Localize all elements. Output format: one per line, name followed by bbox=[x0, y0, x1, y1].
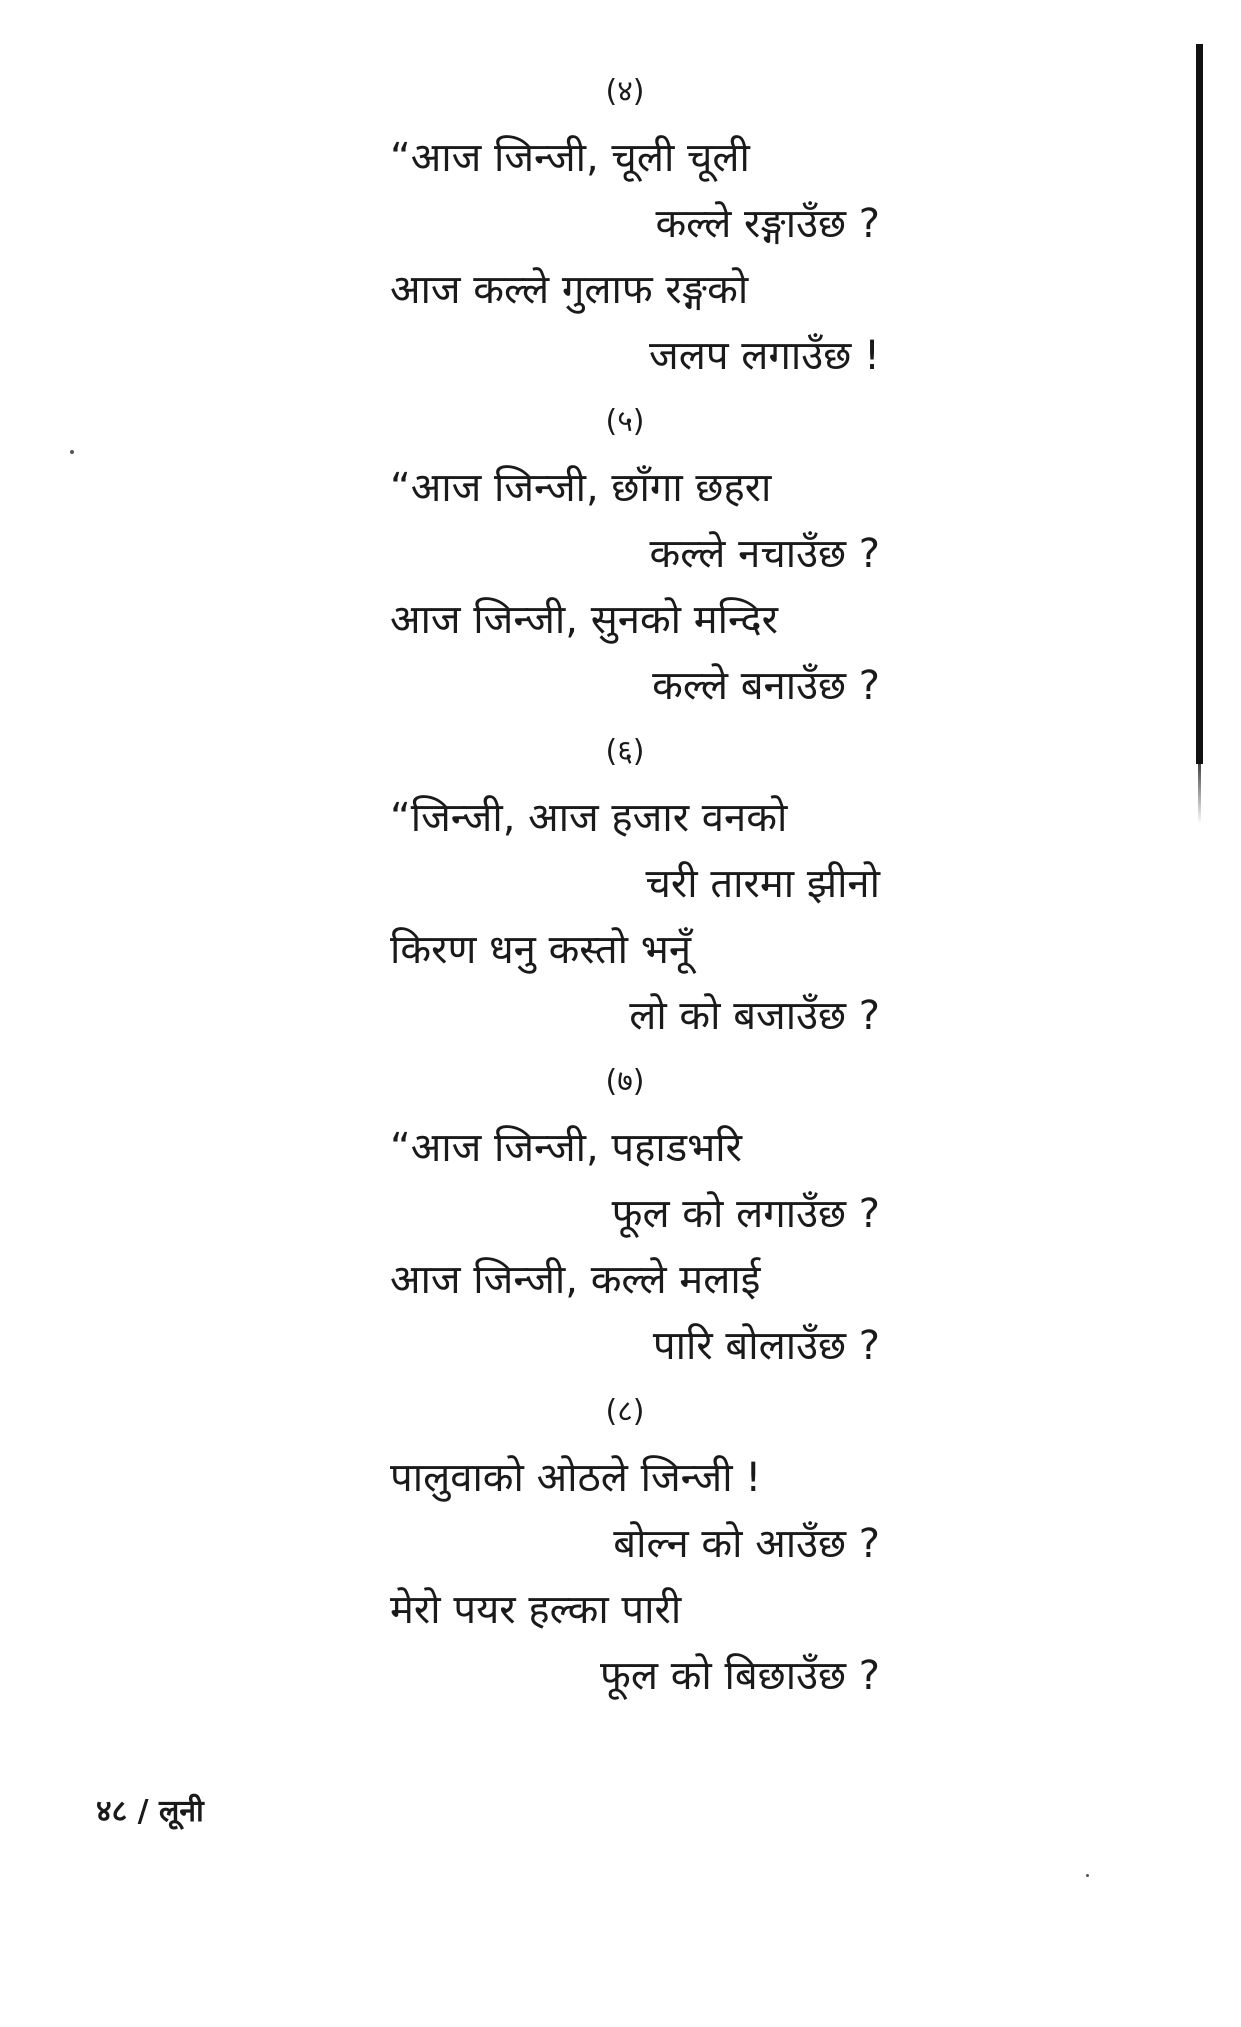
poem-line: जलप लगाउँछ ! bbox=[649, 333, 880, 379]
page-footer: ४८ / लूनी bbox=[96, 1794, 204, 1829]
page-edge-shadow bbox=[1196, 44, 1203, 764]
poem-line: “आज जिन्जी, पहाडभरि bbox=[390, 1125, 742, 1171]
poem-line: कल्ले नचाउँछ ? bbox=[649, 531, 880, 577]
poem-line: लो को बजाउँछ ? bbox=[629, 993, 880, 1039]
poem-line: आज कल्ले गुलाफ रङ्गको bbox=[390, 267, 749, 313]
poem-line: फूल को बिछाउँछ ? bbox=[600, 1653, 880, 1699]
poem-line: “जिन्जी, आज हजार वनको bbox=[390, 795, 788, 841]
poem-line: बोल्न को आउँछ ? bbox=[613, 1521, 880, 1567]
poem-line: पारि बोलाउँछ ? bbox=[652, 1323, 880, 1369]
scan-speck bbox=[1086, 1874, 1089, 1877]
stanza-number: (७) bbox=[605, 1064, 645, 1099]
poem-line: “आज जिन्जी, चूली चूली bbox=[390, 135, 750, 181]
scan-speck bbox=[70, 450, 74, 454]
poem-line: आज जिन्जी, सुनको मन्दिर bbox=[390, 597, 778, 643]
stanza-number: (८) bbox=[605, 1394, 645, 1429]
poem-line: आज जिन्जी, कल्ले मलाई bbox=[390, 1257, 761, 1303]
poem-line: चरी तारमा झीनो bbox=[645, 861, 880, 907]
stanza-number: (५) bbox=[605, 404, 645, 439]
stanza-number: (६) bbox=[605, 734, 645, 769]
poem-line: पालुवाको ओठले जिन्जी ! bbox=[390, 1455, 762, 1501]
poem-line: कल्ले बनाउँछ ? bbox=[652, 663, 880, 709]
poem-line: फूल को लगाउँछ ? bbox=[611, 1191, 880, 1237]
stanza-number: (४) bbox=[605, 74, 645, 109]
poem-line: “आज जिन्जी, छाँगा छहरा bbox=[390, 465, 772, 511]
poem-line: मेरो पयर हल्का पारी bbox=[390, 1587, 682, 1633]
page-edge-fade bbox=[1198, 764, 1201, 824]
poem-line: कल्ले रङ्गाउँछ ? bbox=[655, 201, 880, 247]
poem-line: किरण धनु कस्तो भनूँ bbox=[390, 927, 692, 973]
